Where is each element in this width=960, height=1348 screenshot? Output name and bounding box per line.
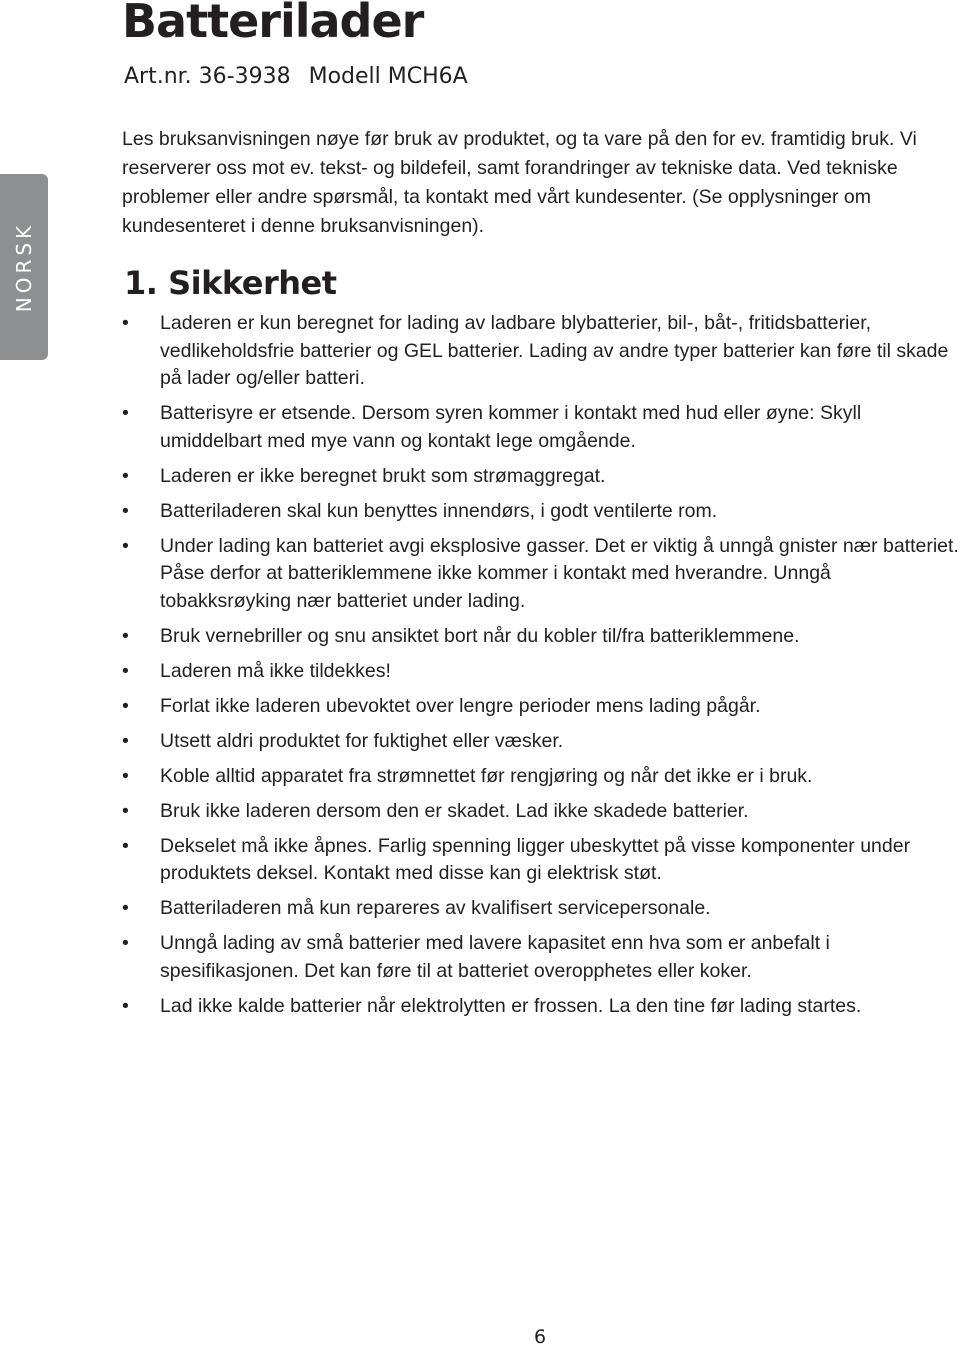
intro-paragraph: Les bruksanvisningen nøye før bruk av produktet, og ta vare på den for ev. framtidig bruk. Vi reserverer oss mot ev. tekst- og bildefeil, samt forandringer av tekniske data. Ved tekniske problemer eller andre spørsmål, ta kontakt med vårt kundesenter. (Se opplysninger om kundesenteret i denne bruksanvisningen). [122, 128, 917, 237]
safety-item-text: Koble alltid apparatet fra strømnettet før rengjøring og når det ikke er i bruk. [160, 764, 813, 787]
safety-item [122, 658, 960, 686]
safety-item-text: Batterisyre er etsende. Dersom syren kommer i kontakt med hud eller øyne: Skyll umiddelbart med mye vann og kontakt lege omgående. [160, 402, 862, 452]
bullet-icon: • [122, 764, 129, 787]
safety-item-text: Dekselet må ikke åpnes. Farlig spenning ligger ubeskyttet på visse komponenter under produktets deksel. Kontakt med disse kan gi elektrisk støt. [160, 834, 911, 884]
safety-item [122, 993, 960, 1021]
bullet-icon: • [122, 402, 129, 424]
safety-item [122, 498, 960, 526]
safety-item-text: Batteriladeren skal kun benyttes innendørs, i godt ventilerte rom. [160, 499, 718, 522]
bullet-icon: • [122, 659, 129, 682]
safety-item [122, 533, 960, 616]
safety-item [122, 930, 960, 985]
safety-item [122, 728, 960, 756]
safety-item-text: Utsett aldri produktet for fuktighet eller væsker. [160, 729, 564, 752]
bullet-icon: • [122, 834, 129, 857]
safety-item [122, 693, 960, 721]
safety-item [122, 310, 960, 393]
safety-item-text: Bruk ikke laderen dersom den er skadet. Lad ikke skadede batterier. [160, 799, 749, 822]
bullet-icon: • [122, 897, 129, 919]
bullet-icon: • [122, 624, 129, 647]
safety-item [122, 463, 960, 491]
model-number: Modell MCH6A [308, 64, 468, 89]
safety-item-text: Unngå lading av små batterier med lavere kapasitet enn hva som er anbefalt i spesifikasjonen. Det kan føre til at batteriet overopphetes eller koker. [160, 932, 830, 982]
language-tab [0, 174, 48, 360]
bullet-icon: • [122, 932, 129, 954]
bullet-icon: • [122, 694, 129, 717]
bullet-icon: • [122, 464, 129, 487]
safety-list [122, 310, 960, 1028]
bullet-icon: • [122, 729, 129, 752]
safety-item-text: Bruk vernebriller og snu ansiktet bort når du kobler til/fra batteriklemmene. [160, 624, 800, 647]
bullet-icon: • [122, 499, 129, 522]
safety-item-text: Laderen må ikke tildekkes! [160, 659, 391, 682]
section-heading-safety: 1. Sikkerhet [124, 264, 337, 302]
bullet-icon: • [122, 799, 129, 822]
bullet-icon: • [122, 312, 129, 334]
document-title: Batterilader [122, 0, 424, 48]
safety-item [122, 763, 960, 791]
bullet-icon: • [122, 994, 129, 1017]
safety-item [122, 895, 960, 923]
page-number: 6 [534, 1326, 547, 1348]
safety-item-text: Forlat ikke laderen ubevoktet over lengre perioder mens lading pågår. [160, 694, 761, 717]
safety-item [122, 623, 960, 651]
product-meta [124, 64, 468, 89]
safety-item [122, 798, 960, 826]
language-tab-label: NORSK [12, 221, 36, 313]
safety-item-text: Laderen er kun beregnet for lading av ladbare blybatterier, bil-, båt-, fritidsbatterier, vedlikeholdsfrie batterier og GEL batterier. Lading av andre typer batterier kan føre til skade på lader og/eller batteri. [160, 312, 949, 389]
safety-item [122, 833, 960, 888]
safety-item-text: Batteriladeren må kun repareres av kvalifisert servicepersonale. [160, 897, 711, 919]
safety-item-text: Laderen er ikke beregnet brukt som strømaggregat. [160, 464, 606, 487]
safety-item-text: Under lading kan batteriet avgi eksplosive gasser. Det er viktig å unngå gnister nær batteriet. Påse derfor at batteriklemmene ikke kommer i kontakt med hverandre. Unngå tobakksrøyking nær batteriet under lading. [160, 534, 959, 612]
bullet-icon: • [122, 534, 129, 557]
safety-item-text: Lad ikke kalde batterier når elektrolytten er frossen. La den tine før lading startes. [160, 994, 862, 1017]
safety-item [122, 400, 960, 455]
article-number: Art.nr. 36-3938 [124, 64, 291, 89]
